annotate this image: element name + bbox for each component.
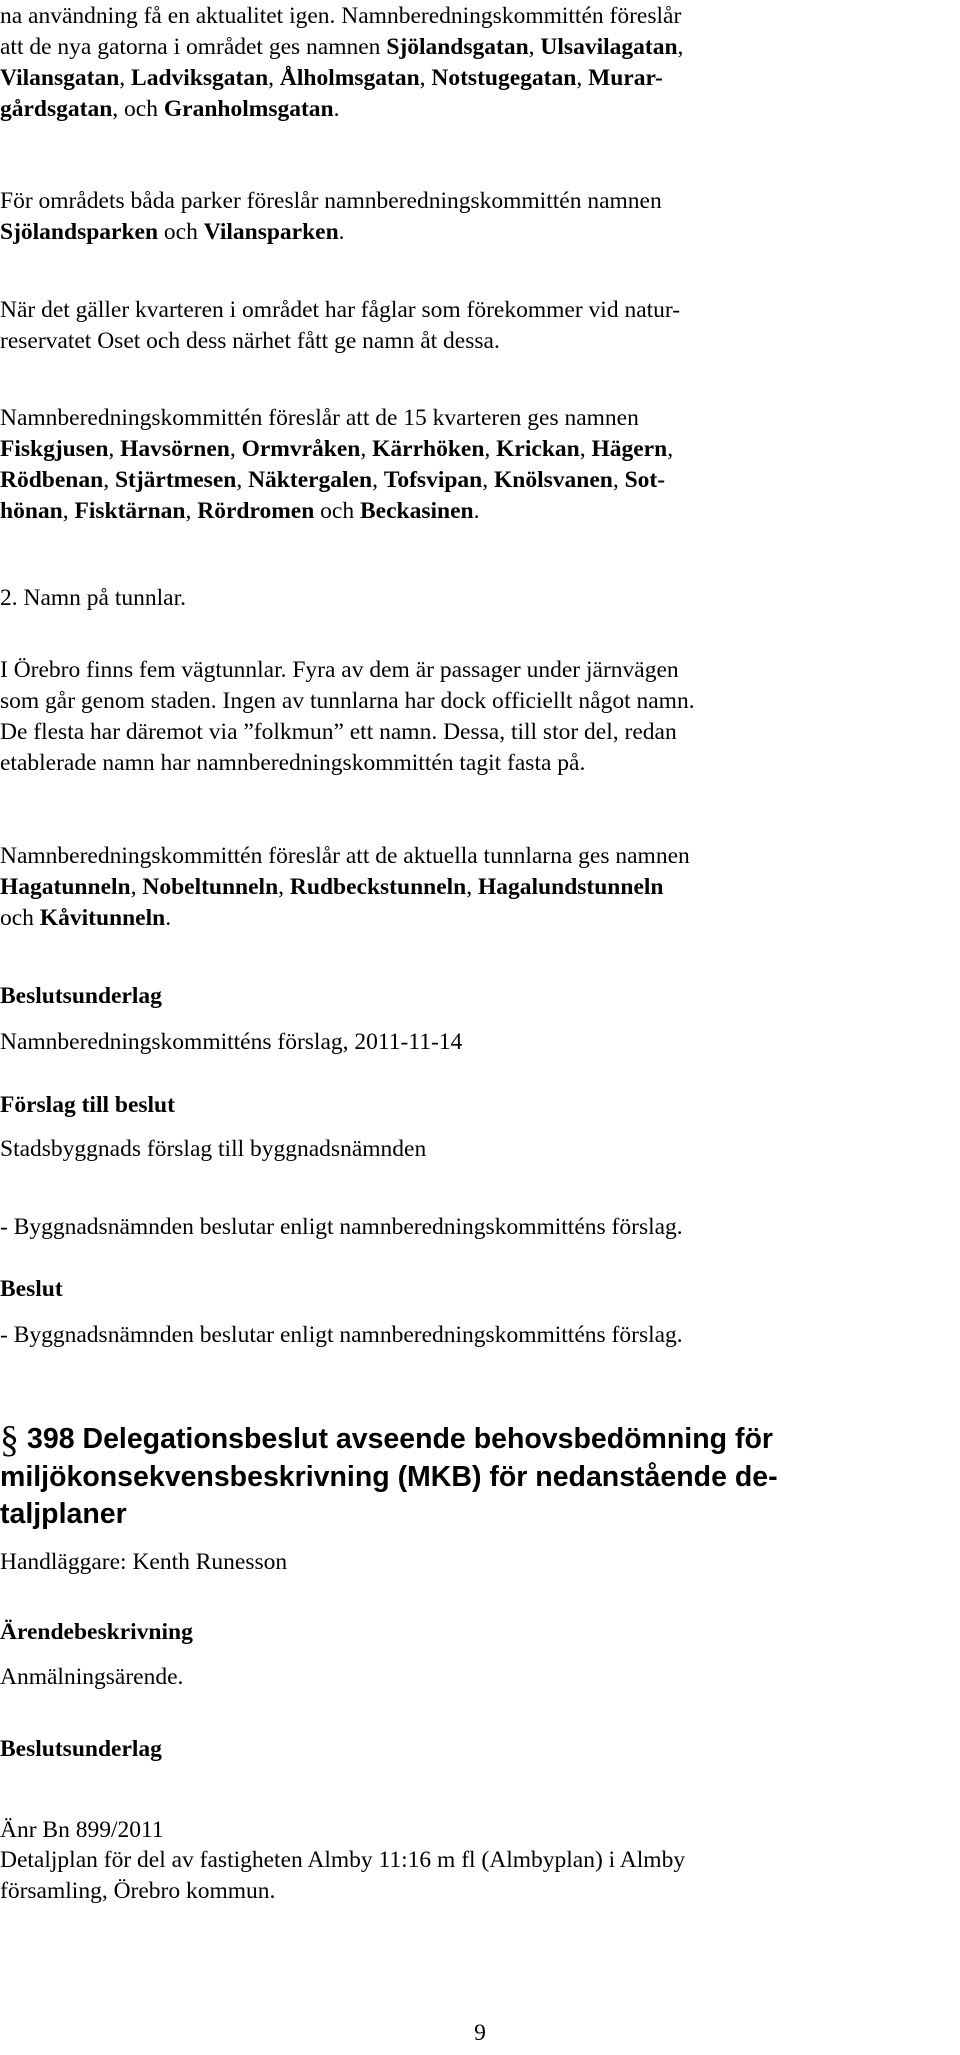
text-fragment: och xyxy=(0,905,34,931)
park-name: Sjölandsparken xyxy=(0,219,159,245)
text-line: och Kåvitunneln. xyxy=(0,905,172,931)
block-name: hönan xyxy=(0,498,63,524)
block-name: Fisktärnan xyxy=(74,498,186,524)
heading-line xyxy=(0,1421,955,1459)
page-number: 9 xyxy=(474,2020,486,2046)
block-name: Hägern xyxy=(591,436,668,462)
beslutsunderlag-text: Namnberedningskommitténs förslag, 2011-11-14 xyxy=(0,1029,463,1055)
section-number: 398 xyxy=(27,1423,75,1455)
arendebeskrivning-text: Anmälningsärende. xyxy=(0,1664,184,1690)
street-name: Sjölandsgatan xyxy=(386,34,529,60)
street-name: Granholmsgatan xyxy=(163,96,334,122)
block-name: Kärrhöken xyxy=(372,436,485,462)
text-fragment: och xyxy=(163,219,198,245)
text-line: De flesta har däremot via ”folkmun” ett namn. Dessa, till stor del, redan xyxy=(0,719,677,745)
block-name: Krickan xyxy=(496,436,580,462)
text-line: När det gäller kvarteren i området har fåglar som förekommer vid natur- xyxy=(0,297,681,323)
block-name: Ormvråken xyxy=(241,436,361,462)
detaljplan-text xyxy=(0,1845,955,1907)
section-sign: § xyxy=(0,1419,19,1461)
park-name: Vilansparken xyxy=(203,219,339,245)
text-fragment: att de nya gatorna i området ges namnen xyxy=(0,34,387,60)
block-name: Näktergalen xyxy=(248,467,373,493)
parks-paragraph xyxy=(0,186,955,248)
text-line: församling, Örebro kommun. xyxy=(0,1878,276,1904)
heading-text: Delegationsbeslut avseende behovsbedömning för xyxy=(82,1423,773,1455)
block-name: Fiskgjusen xyxy=(0,436,109,462)
block-name: Tofsvipan xyxy=(383,467,483,493)
street-name: Notstugegatan xyxy=(431,65,577,91)
block-name: Beckasinen xyxy=(359,498,474,524)
text-line: etablerade namn har namnberedningskommittén tagit fasta på. xyxy=(0,750,586,776)
street-name: Vilansgatan xyxy=(0,65,120,91)
block-name: Rödbenan xyxy=(0,467,104,493)
forslag-heading: Förslag till beslut xyxy=(0,1092,175,1118)
text-line: Fiskgjusen, Havsörnen, Ormvråken, Kärrhöken, Krickan, Hägern, xyxy=(0,436,674,462)
tunnels-paragraph xyxy=(0,655,955,779)
block-name: Havsörnen xyxy=(120,436,230,462)
street-name: Ulsavilagatan xyxy=(540,34,678,60)
blocks-paragraph xyxy=(0,403,955,527)
block-name: Stjärtmesen xyxy=(114,467,237,493)
text-line: Hagatunneln, Nobeltunneln, Rudbeckstunneln, Hagalundstunneln xyxy=(0,874,664,900)
text-line: Sjölandsparken och Vilansparken. xyxy=(0,219,345,245)
tunnel-name: Nobeltunneln xyxy=(142,874,279,900)
text-fragment: och xyxy=(320,498,355,524)
block-name: Rördromen xyxy=(197,498,315,524)
text-line: hönan, Fisktärnan, Rördromen och Beckasinen. xyxy=(0,498,480,524)
arendebeskrivning-heading: Ärendebeskrivning xyxy=(0,1619,193,1645)
street-name: Murar- xyxy=(588,65,663,91)
text-line: Namnberedningskommittén föreslår att de aktuella tunnlarna ges namnen xyxy=(0,843,690,869)
text-line: Namnberedningskommittén föreslår att de 15 kvarteren ges namnen xyxy=(0,405,639,431)
beslut-item: - Byggnadsnämnden beslutar enligt namnberedningskommitténs förslag. xyxy=(0,1322,683,1348)
text-line: Vilansgatan, Ladviksgatan, Ålholmsgatan, Notstugegatan, Murar- xyxy=(0,65,663,91)
tunnel-name: Kåvitunneln xyxy=(39,905,166,931)
street-name: Ladviksgatan xyxy=(131,65,269,91)
text-line: Rödbenan, Stjärtmesen, Näktergalen, Tofsvipan, Knölsvanen, Sot- xyxy=(0,467,666,493)
text-line: som går genom staden. Ingen av tunnlarna har dock officiellt något namn. xyxy=(0,688,695,714)
tunnel-name: Rudbeckstunneln xyxy=(289,874,467,900)
street-names-paragraph xyxy=(0,1,955,125)
forslag-text: Stadsbyggnads förslag till byggnadsnämnden xyxy=(0,1136,427,1162)
block-name: Knölsvanen xyxy=(494,467,613,493)
text-fragment: och xyxy=(124,96,158,122)
beslutsunderlag-heading-2: Beslutsunderlag xyxy=(0,1736,162,1762)
handlaggare: Handläggare: Kenth Runesson xyxy=(0,1549,288,1575)
anr: Änr Bn 899/2011 xyxy=(0,1817,164,1843)
text-fragment: na användning få en aktualitet igen. Namnberedningskommittén föreslår xyxy=(0,3,682,29)
block-name: Sot- xyxy=(624,467,666,493)
text-line: I Örebro finns fem vägtunnlar. Fyra av dem är passager under järnvägen xyxy=(0,657,679,683)
text-line: För områdets båda parker föreslår namnberedningskommittén namnen xyxy=(0,188,662,214)
text-line: Detaljplan för del av fastigheten Almby 11:16 m fl (Almbyplan) i Almby xyxy=(0,1847,686,1873)
tunnel-names-paragraph xyxy=(0,841,955,934)
text-line xyxy=(0,1,955,32)
heading-line: miljökonsekvensbeskrivning (MKB) för nedanstående de- xyxy=(0,1461,778,1493)
beslut-heading: Beslut xyxy=(0,1276,63,1302)
street-name: gårdsgatan xyxy=(0,96,113,122)
tunnel-name: Hagatunneln xyxy=(0,874,131,900)
text-line: att de nya gatorna i området ges namnen Sjölandsgatan, Ulsavilagatan, xyxy=(0,34,684,60)
forslag-item: - Byggnadsnämnden beslutar enligt namnberedningskommitténs förslag. xyxy=(0,1214,683,1240)
text-line: reservatet Oset och dess närhet fått ge namn åt dessa. xyxy=(0,328,500,354)
section-heading xyxy=(0,1421,955,1533)
birds-paragraph xyxy=(0,295,955,357)
street-name: Ålholmsgatan xyxy=(279,65,420,91)
heading-line: taljplaner xyxy=(0,1498,127,1530)
beslutsunderlag-heading: Beslutsunderlag xyxy=(0,983,162,1009)
text-line: gårdsgatan, och Granholmsgatan. xyxy=(0,96,340,122)
tunnels-section-title: 2. Namn på tunnlar. xyxy=(0,585,187,611)
tunnel-name: Hagalundstunneln xyxy=(478,874,664,900)
